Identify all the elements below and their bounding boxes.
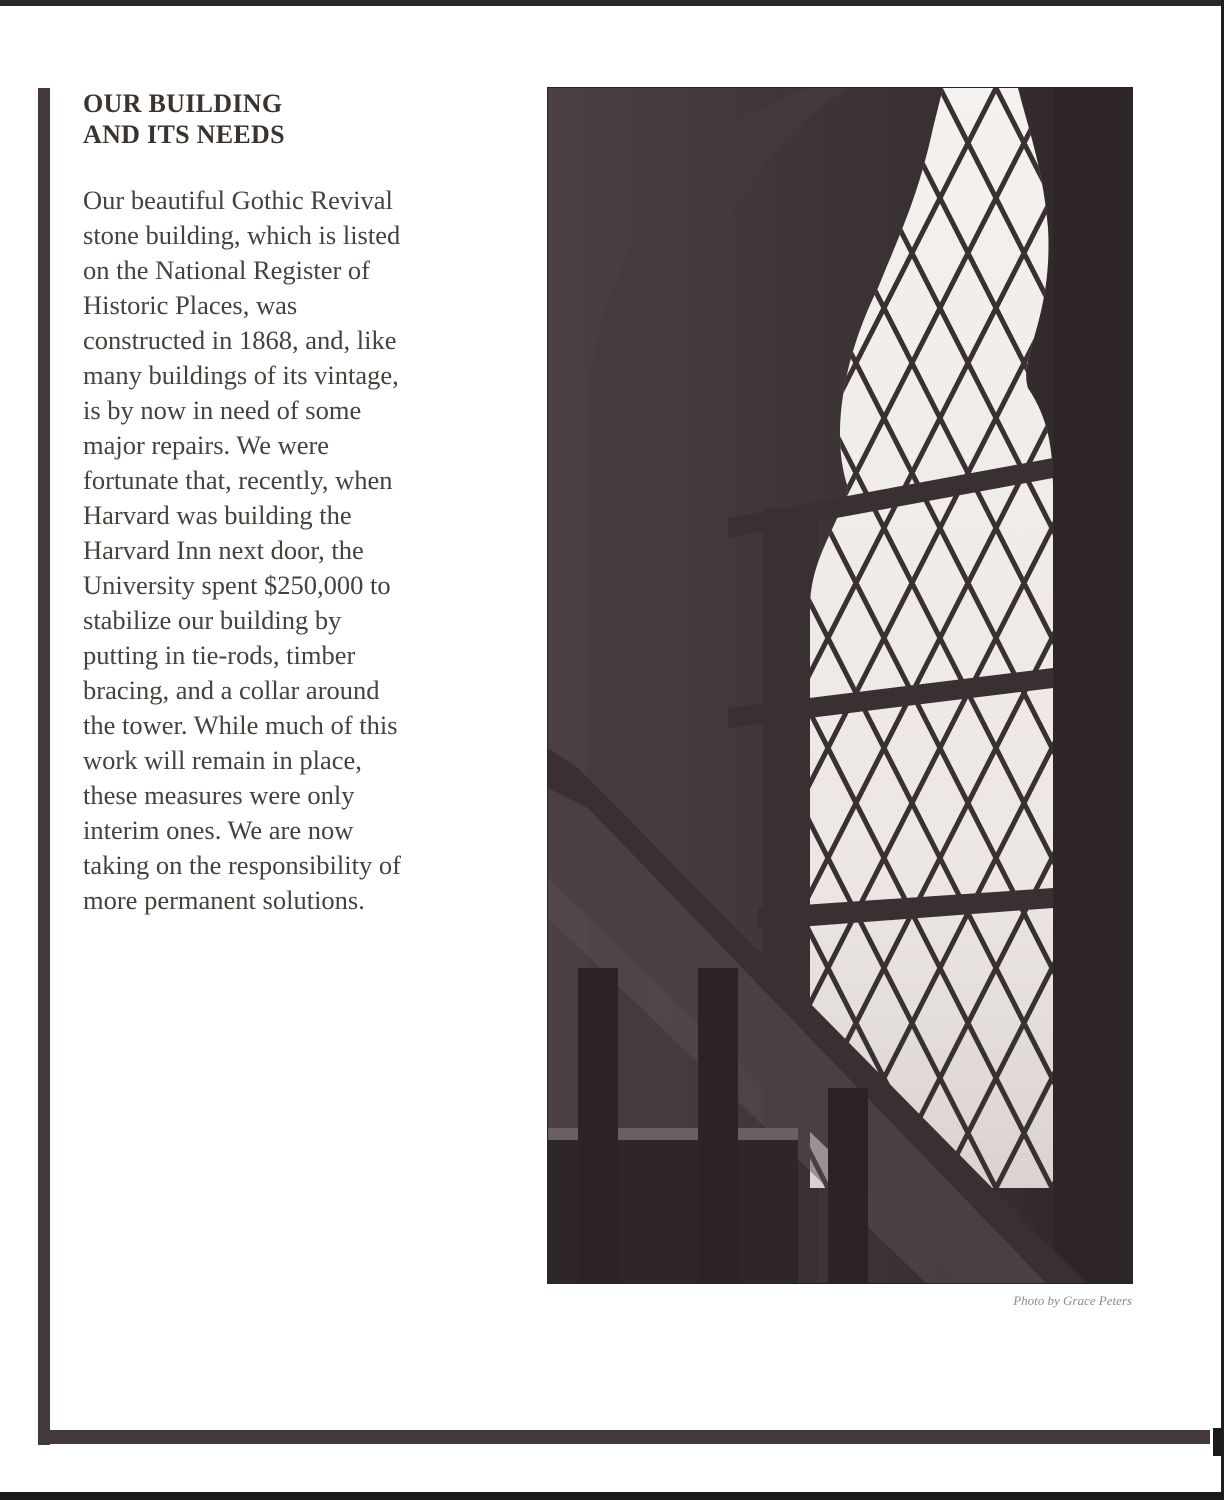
frame-left-bar xyxy=(38,88,50,1445)
body-line: taking on the responsibility of xyxy=(83,850,401,880)
body-line: fortunate that, recently, when xyxy=(83,465,393,495)
frame-corner-tip xyxy=(1213,1428,1221,1456)
body-line: bracing, and a collar around xyxy=(83,675,380,705)
body-line: stabilize our building by xyxy=(83,605,342,635)
body-line: University spent $250,000 to xyxy=(83,570,391,600)
body-line: putting in tie-rods, timber xyxy=(83,640,356,670)
photo-credit: Photo by Grace Peters xyxy=(1013,1293,1132,1308)
heading-line: OUR BUILDING xyxy=(83,89,283,118)
baluster xyxy=(578,968,618,1284)
window-photograph xyxy=(547,87,1133,1284)
scan-edge-bottom xyxy=(0,1492,1224,1500)
body-line: on the National Register of xyxy=(83,255,371,285)
body-line: more permanent solutions. xyxy=(83,885,365,915)
body-line: Harvard was building the xyxy=(83,500,352,530)
body-line: constructed in 1868, and, like xyxy=(83,325,397,355)
body-line: the tower. While much of this xyxy=(83,710,398,740)
body-line: these measures were only xyxy=(83,780,355,810)
baluster xyxy=(828,1088,868,1284)
body-paragraph xyxy=(83,183,503,918)
body-line: interim ones. We are now xyxy=(83,815,354,845)
leaded-glass-window-icon xyxy=(548,88,1133,1284)
body-line: Harvard Inn next door, the xyxy=(83,535,364,565)
body-line: major repairs. We were xyxy=(83,430,330,460)
body-line: work will remain in place, xyxy=(83,745,362,775)
body-line: Historic Places, was xyxy=(83,290,298,320)
body-line: Our beautiful Gothic Revival xyxy=(83,185,393,215)
baluster xyxy=(698,968,738,1284)
section-heading xyxy=(83,88,285,150)
frame-bottom-bar xyxy=(38,1430,1210,1444)
body-line: stone building, which is listed xyxy=(83,220,401,250)
window-pier xyxy=(1053,88,1133,1284)
scan-edge-top xyxy=(0,0,1224,6)
heading-line: AND ITS NEEDS xyxy=(83,120,285,149)
body-line: many buildings of its vintage, xyxy=(83,360,399,390)
body-line: is by now in need of some xyxy=(83,395,362,425)
